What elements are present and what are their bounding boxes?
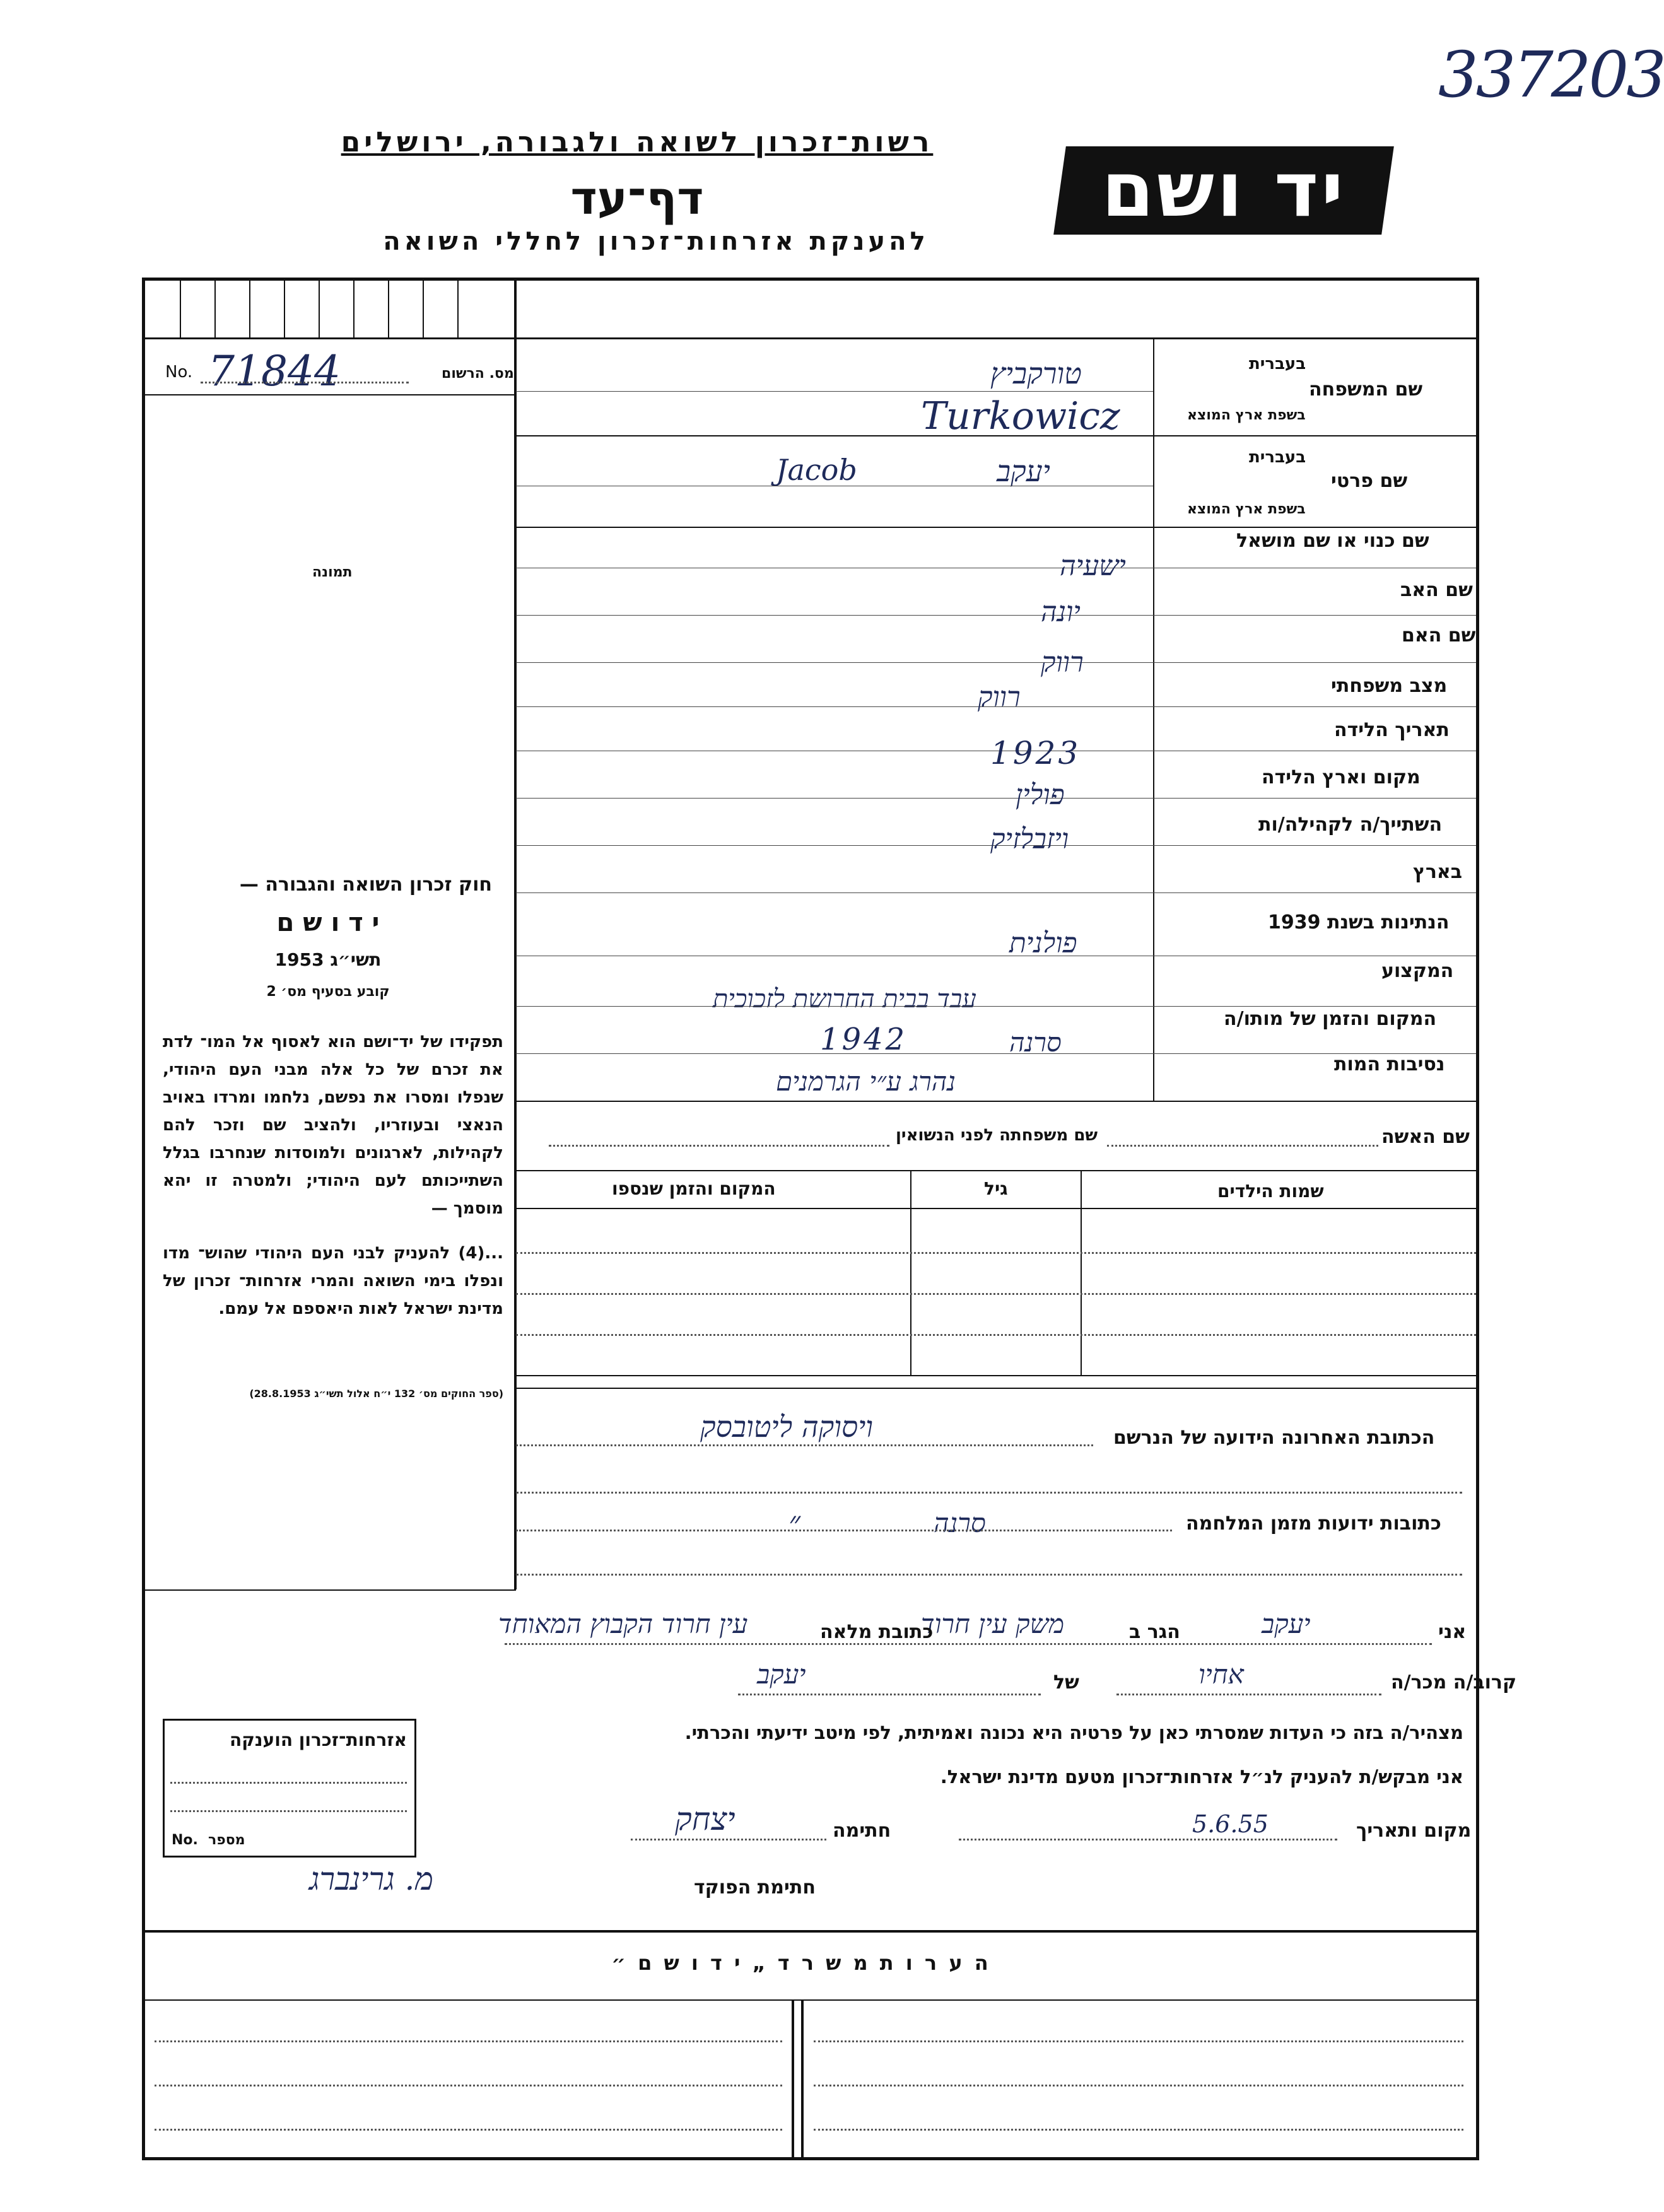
profession-label: המקצוע — [1381, 960, 1454, 982]
law-year: תשי״ג 1953 — [274, 949, 382, 970]
profession-value: עבד בבית החרושת לזכוכית — [713, 985, 976, 1014]
birthdate-label: תאריך הלידה — [1334, 719, 1450, 741]
relative-label: קרוב/ה מכר/ה — [1391, 1671, 1517, 1694]
wartime-address-value: סרנה — [934, 1507, 986, 1538]
mother-value: יונה — [1041, 596, 1081, 628]
of-label: של — [1053, 1671, 1079, 1694]
form-subtitle: להענקת אזרחות־זכרון לחללי השואה — [383, 227, 929, 256]
residence-value: משק עין חרוד — [921, 1608, 1065, 1639]
declaration-line-2: אני מבקש/ת להעניק לנ״ל אזרחות־זכרון מטעם מדינת ישראל. — [940, 1766, 1463, 1788]
family-name-origin-value: Turkowicz — [921, 394, 1120, 438]
place-date-label: מקום ותאריך — [1356, 1820, 1472, 1842]
death-circ-value: נהרג ע״י הגרמנים — [776, 1066, 956, 1097]
signature-label: חתימה — [833, 1820, 891, 1842]
father-value: ישעיה — [1060, 550, 1126, 582]
full-address-label: כתובת מלאה — [820, 1621, 934, 1643]
declaration-line-1: מצהיר/ה בזה כי העדות שמסרתי כאן על פרטיה היא נכונה ואמיתית, לפי מיטב ידיעתי והכרתי. — [684, 1722, 1463, 1743]
officer-value: מ. גרינברג — [309, 1861, 434, 1897]
resides-label: הגר ב — [1129, 1621, 1180, 1643]
family-name-label: שם המשפחה — [1309, 378, 1423, 401]
wartime-ditto: ״ — [788, 1504, 800, 1541]
wife-label: שם האשה — [1381, 1126, 1470, 1148]
community-value: ויזבלזיק — [990, 823, 1069, 855]
death-year: 1942 — [820, 1022, 908, 1057]
wartime-address-label: כתובות ידועות מזמן המלחמה — [1186, 1513, 1441, 1535]
community-label: השתייך/ה לקהילה/ות — [1258, 814, 1443, 836]
archive-number: 337203 — [1438, 38, 1664, 112]
birthdate-value: 1923 — [990, 735, 1081, 771]
death-circ-label: נסיבות המות — [1334, 1053, 1445, 1075]
children-place-header: המקום והזמן שנספו — [612, 1178, 776, 1199]
nickname-label: שם כנוי או שם מושאל — [1236, 530, 1429, 552]
children-age-header: גיל — [984, 1178, 1008, 1199]
last-address-label: הכתובת האחרונה הידועה של הנרשם — [1113, 1427, 1435, 1449]
mother-label: שם האם — [1402, 624, 1476, 647]
birthplace-value: פולין — [1016, 779, 1065, 811]
authority-title: רשות־זכרון לשואה ולגבורה, ירושלים — [341, 126, 934, 158]
family-name-hebrew-tag: בעברית — [1249, 354, 1306, 373]
law-name: י ד ו ש ם — [276, 908, 380, 937]
country-label: בארץ — [1413, 861, 1463, 883]
registration-label: מס. הרשום — [442, 366, 514, 382]
of-name-value: יעקב — [757, 1659, 806, 1690]
citizenship-value: פולנית — [1009, 927, 1077, 959]
first-name-label: שם פרטי — [1331, 470, 1408, 492]
first-name-origin-tag: בשפת ארץ המוצא — [1187, 501, 1306, 517]
first-name-origin-value: Jacob — [776, 453, 857, 487]
registration-number: 71844 — [208, 347, 341, 395]
family-name-origin-tag: בשפת ארץ המוצא — [1187, 407, 1306, 423]
last-address-value: ויסוקה ליטובסק — [700, 1410, 874, 1444]
photo-label: תמונה — [312, 565, 353, 580]
family-name-hebrew-value: טורקביץ — [990, 356, 1082, 390]
law-citation: (ספר החוקים מס׳ 132 י״ח אלול תשי״ג 28.8.1953) — [249, 1388, 503, 1400]
first-name-hebrew-value: יעקב — [997, 454, 1050, 488]
officer-label: חתימת הפוקד — [694, 1876, 816, 1899]
children-names-header: שמות הילדים — [1217, 1181, 1324, 1202]
signature-value: יצחק — [675, 1801, 735, 1837]
wife-maiden-label: שם משפחתה לפני הנשואין — [896, 1126, 1098, 1145]
marital-label: מצב משפחתי — [1331, 675, 1448, 697]
death-place-value: סרנה — [1009, 1027, 1062, 1058]
marital-value: רווק — [1041, 647, 1084, 679]
registration-no-prefix: No. — [165, 363, 193, 382]
birthdate-extra: רווק — [978, 681, 1021, 713]
declarant-i-label: אני — [1438, 1621, 1467, 1643]
death-place-label: המקום והזמן של מותו/ה — [1224, 1008, 1437, 1030]
place-date-value: 5.6.55 — [1192, 1810, 1269, 1838]
office-notes-title: ה ע ר ו ת מ ש ר ד „ י ד ו ש ם ״ — [611, 1951, 991, 1975]
citizenship-number-label: מספר — [208, 1832, 245, 1848]
first-name-hebrew-tag: בעברית — [1249, 448, 1306, 467]
law-paragraph: תפקידו של יד־ושם הוא לאסוף אל המו־ לדת את זכרם של כל אלה מבני העם היהודי, שנפלו ומסרו את נפשם, נלחמו ומרדו באויב הנאצי ובעוזריו, ולהציב שם וזכר להם לקהילות, לארגונים ולמוסדות שנחרבו בגלל השתייכותם לעם היהודי; ולמטרה זו יהא מוסמך — — [163, 1033, 503, 1218]
relation-value: אחיו — [1198, 1659, 1244, 1690]
form-title: דף־עד — [570, 172, 704, 225]
yad-vashem-logo — [1053, 146, 1394, 235]
citizenship-box-title: אזרחות־זכרון הוענקה — [230, 1729, 407, 1750]
declarant-name: יעקב — [1262, 1608, 1311, 1639]
full-address-value: עין חרוד הקבוץ המאוחד — [498, 1608, 748, 1639]
logo-text: יד ושם — [1101, 146, 1346, 234]
law-section: קובע בסעיף מס׳ 2 — [266, 984, 390, 1000]
birthplace-label: מקום וארץ הלידה — [1262, 766, 1421, 788]
law-clause: ...(4) להעניק לבני העם היהודי שהוש־ מדו ונפלו בימי השואה והמרי אזרחות־ זכרון של מדינת ישראל לאות היאספם אל עמם. — [163, 1244, 503, 1318]
citizenship-no-prefix: No. — [172, 1832, 198, 1848]
father-label: שם האב — [1400, 579, 1473, 601]
law-heading: חוק זכרון השואה והגבורה — — [239, 874, 492, 896]
citizenship-label: הנתינות בשנת 1939 — [1268, 911, 1450, 933]
